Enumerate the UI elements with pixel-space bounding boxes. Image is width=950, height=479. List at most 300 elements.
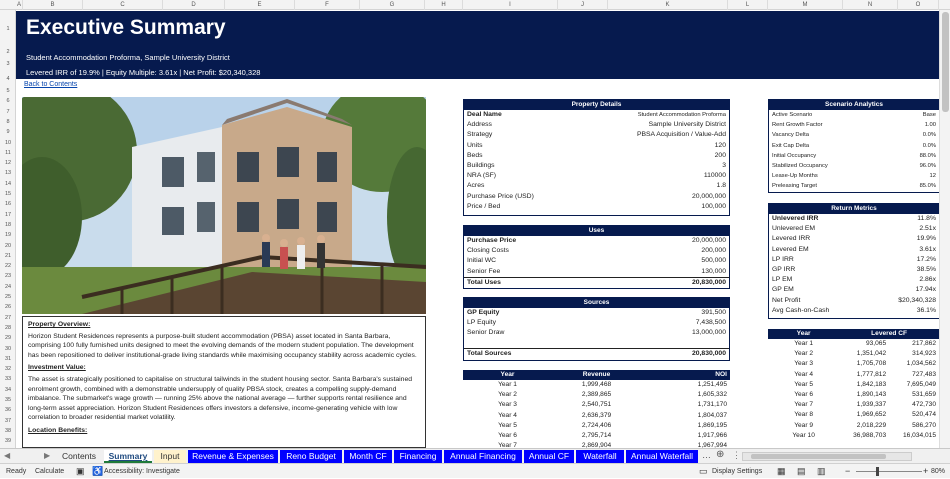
return-metric-value: 19.9% (916, 235, 936, 243)
investment-value-text: The asset is strategically positioned to capitalise on structural tailwinds in the student housing sector. Santa Barbara's sustained enrolment growth, combined with a demonstrable undersupply of quality PBSA stock, creates a compelling supply-demand imbalance. The submarket's wage growth — running 25% above the national average — further supports rental resilience and long-term asset appreciation. Horizon Student Residences offers investors a defensive, income-generating vehicle with low correlation to broader residential market volatility. (28, 375, 413, 422)
uses-label: Senior Fee (467, 267, 501, 275)
cashflow-row (463, 400, 730, 410)
tab-annual-waterfall[interactable]: Annual Waterfall (626, 450, 698, 463)
levered-cf-year: Year 1 (794, 340, 814, 347)
column-d-header[interactable]: D (163, 0, 225, 10)
property-detail-row (464, 161, 729, 171)
column-o-header[interactable]: O (898, 0, 939, 10)
cashflow-cell: 2,389,865 (581, 391, 612, 399)
row-header[interactable]: 19 (4, 232, 12, 239)
description-textbox[interactable] (22, 316, 426, 448)
property-detail-value: 1.8 (716, 182, 726, 190)
levered-cf-year: Year 5 (794, 380, 814, 388)
total-uses-label: Total Uses (467, 278, 501, 286)
tab-annual-cf[interactable]: Annual CF (524, 450, 574, 463)
scenario-value: Base (922, 112, 936, 118)
row-header[interactable]: 18 (4, 221, 12, 228)
return-metric-label: LP IRR (772, 255, 794, 263)
row-header[interactable]: 25 (4, 294, 12, 300)
levered-cf-year: Year 3 (794, 360, 814, 368)
investment-value-heading: Investment Value: (28, 364, 86, 372)
page-break-icon[interactable]: ▥ (817, 466, 826, 476)
sources-header: Sources (464, 298, 729, 308)
add-sheet-icon[interactable]: ⊕ (716, 449, 725, 460)
student-residence-image (22, 97, 426, 314)
return-metric-row (769, 285, 939, 295)
tab-summary[interactable]: Summary (104, 450, 152, 463)
zoom-slider[interactable] (856, 471, 922, 472)
cashflow-cell: 2,636,379 (581, 411, 612, 419)
property-detail-label: Buildings (467, 161, 495, 169)
cashflow-row (463, 421, 730, 431)
property-detail-label: Address (467, 121, 492, 129)
scroll-thumb[interactable] (942, 12, 949, 112)
scenario-value: 0.0% (922, 132, 936, 139)
return-metric-label: LP EM (772, 276, 793, 284)
uses-label: Initial WC (467, 257, 497, 265)
return-metric-value: 11.8% (917, 215, 936, 222)
levered-cf-values (839, 421, 939, 431)
return-metrics-table (768, 203, 939, 319)
column-a-header[interactable]: A (16, 2, 21, 8)
row-header[interactable]: 6 (6, 98, 10, 105)
sources-label: GP Equity (467, 309, 500, 316)
horizontal-scrollbar[interactable] (742, 452, 912, 461)
status-accessibility[interactable]: Accessibility: Investigate (104, 468, 180, 475)
sources-row (464, 308, 729, 318)
levered-cf-year: Year 2 (794, 350, 814, 358)
cashflow-row (463, 441, 730, 448)
column-i-header[interactable]: I (463, 0, 558, 10)
row-header[interactable]: 4 (6, 76, 10, 82)
levered-cf-year: Year 10 (792, 431, 815, 439)
row-header[interactable]: 15 (4, 191, 12, 197)
property-detail-row (464, 171, 729, 181)
return-metric-value: 2.51x (919, 225, 936, 233)
levered-cf-row (768, 359, 939, 369)
levered-cf-cell: 520,474 (912, 411, 936, 419)
levered-header-cf: Levered CF (871, 330, 908, 337)
scenario-label: Initial Occupancy (772, 152, 817, 159)
headline-metrics: Levered IRR of 19.9% | Equity Multiple: 3.61x | Net Profit: $20,340,328 (26, 68, 261, 77)
row-header[interactable]: 23 (4, 273, 12, 280)
row-header[interactable]: 33 (4, 376, 12, 383)
scenario-value: 12 (929, 173, 936, 180)
return-metric-value: 17.2% (916, 255, 936, 263)
subtitle-band (16, 49, 939, 65)
normal-view-icon[interactable]: ▦ (777, 466, 786, 476)
levered-cf-cell: 472,730 (912, 401, 936, 409)
page-layout-icon[interactable]: ▤ (797, 466, 806, 476)
sources-value: 7,438,500 (695, 319, 726, 327)
cashflow-header-row (463, 370, 730, 380)
levered-cf-row (768, 431, 939, 441)
levered-cf-year: Year 7 (794, 401, 814, 409)
row-header[interactable]: 28 (4, 324, 12, 331)
row-header[interactable]: 9 (6, 129, 10, 136)
levered-cf-cell: 1,777,812 (856, 370, 887, 378)
levered-cf-values (839, 390, 939, 400)
total-sources-label: Total Sources (467, 349, 512, 357)
return-metric-value: 17.94x (915, 286, 936, 294)
row-header[interactable]: 38 (4, 427, 12, 434)
scenario-row (769, 120, 939, 130)
tab-contents[interactable]: Contents (61, 451, 97, 461)
property-overview-text: Horizon Student Residences represents a purpose-built student accommodation (PBSA) asset located in Santa Barbara, comprising 100 fully furnished units designed to meet the evolving demands of the modern student population. The development has been repositioned to deliver institutional-grade living standards while maximising occupancy stability across academic cycles. (28, 332, 417, 359)
levered-cf-row (768, 339, 939, 349)
row-header[interactable]: 31 (4, 355, 12, 362)
property-detail-value: Sample University District (648, 121, 726, 129)
return-metric-value: 3.61x (919, 245, 936, 253)
sheet-tab-bar (0, 448, 950, 463)
levered-cf-row (768, 349, 939, 359)
scenario-value: 85.0% (919, 183, 936, 190)
cashflow-cell: 2,724,406 (581, 421, 612, 429)
row-header[interactable]: 26 (4, 304, 12, 311)
row-header-bar (0, 10, 16, 448)
total-uses-row (464, 277, 729, 287)
uses-row (464, 256, 729, 266)
row-header[interactable]: 22 (4, 263, 12, 270)
row-header[interactable]: 14 (4, 180, 12, 187)
scenario-value: 88.0% (919, 152, 936, 159)
levered-cf-values (839, 349, 939, 359)
row-header[interactable]: 27 (4, 314, 12, 321)
back-to-contents-link[interactable]: Back to Contents (24, 81, 78, 88)
tab-input[interactable]: Input (154, 450, 186, 463)
uses-label: Closing Costs (467, 247, 509, 255)
return-metric-label: Unlevered IRR (772, 215, 819, 222)
scenario-row (769, 161, 939, 171)
cashflow-row (463, 431, 730, 441)
tab-reno-budget[interactable]: Reno Budget (280, 450, 342, 463)
cashflow-cell: 2,795,714 (581, 431, 612, 439)
property-detail-value: 120 (714, 141, 726, 149)
scenario-row (769, 110, 939, 120)
return-metric-value: $20,340,328 (898, 296, 936, 304)
return-metric-label: Avg Cash-on-Cash (772, 306, 830, 314)
return-metric-label: Net Profit (772, 296, 801, 304)
property-photo (22, 97, 426, 314)
property-detail-row (464, 151, 729, 161)
property-detail-value: 3 (722, 161, 726, 169)
tab-waterfall[interactable]: Waterfall (576, 450, 624, 463)
uses-value: 130,000 (701, 267, 726, 275)
levered-cf-cell: 2,018,229 (856, 421, 887, 429)
row-header[interactable]: 37 (4, 417, 12, 424)
levered-cf-cell: 1,351,042 (856, 350, 887, 358)
scenario-value: 1.00 (924, 122, 936, 129)
column-header-bar (0, 0, 950, 10)
return-metric-label: GP IRR (772, 265, 796, 273)
return-metric-label: Levered EM (772, 245, 809, 253)
cashflow-cell: Year 4 (498, 411, 517, 419)
levered-cf-cell: 1,969,652 (856, 411, 887, 419)
levered-header-row (768, 329, 939, 339)
sources-row (464, 318, 729, 328)
row-header[interactable]: 32 (4, 366, 12, 373)
return-metric-row (769, 224, 939, 234)
column-k-header[interactable]: K (608, 0, 728, 10)
property-detail-row (464, 120, 729, 130)
status-bar (0, 463, 950, 478)
cashflow-header-year: Year (500, 371, 515, 378)
levered-cf-cell: 586,270 (912, 421, 936, 429)
total-uses-value: 20,830,000 (691, 278, 726, 286)
return-metric-row (769, 214, 939, 224)
property-detail-label: Strategy (467, 131, 493, 139)
cashflow-cell: Year 1 (498, 381, 517, 388)
row-header[interactable]: 11 (5, 149, 11, 156)
cashflow-cell: Year 3 (498, 401, 517, 409)
metrics-band (16, 65, 939, 79)
sources-row (464, 328, 729, 338)
cashflow-cell: Year 6 (498, 431, 517, 439)
cashflow-table (463, 370, 730, 448)
row-header[interactable]: 7 (6, 108, 10, 115)
property-detail-row (464, 202, 729, 212)
row-header[interactable]: 17 (4, 211, 12, 218)
column-g-header[interactable]: G (360, 0, 425, 10)
property-detail-value: Student Accommodation Proforma (637, 112, 726, 118)
row-header[interactable]: 13 (4, 170, 12, 177)
property-detail-row (464, 141, 729, 151)
cashflow-cell: 1,804,037 (697, 411, 727, 419)
column-f-header[interactable]: F (295, 0, 360, 10)
uses-label: Purchase Price (467, 237, 517, 244)
cashflow-row (463, 390, 730, 400)
row-header[interactable]: 2 (6, 49, 10, 55)
column-c-header[interactable]: C (83, 0, 163, 10)
scenario-row (769, 141, 939, 151)
property-detail-value: 20,000,000 (691, 192, 726, 200)
cashflow-cell: 2,540,751 (581, 401, 612, 409)
property-detail-label: Acres (467, 182, 485, 190)
levered-cf-table (768, 329, 939, 443)
cashflow-cell: 1,869,195 (697, 421, 727, 429)
property-detail-label: NRA (SF) (467, 172, 497, 180)
levered-cf-row (768, 380, 939, 390)
row-header[interactable]: 29 (4, 335, 12, 342)
levered-cf-row (768, 410, 939, 420)
property-detail-value: 200 (714, 151, 726, 159)
tab-annual-financing[interactable]: Annual Financing (444, 450, 522, 463)
zoom-slider-thumb[interactable] (876, 467, 879, 476)
column-n-header[interactable]: N (843, 0, 898, 10)
location-benefits-heading: Location Benefits: (28, 426, 88, 434)
row-header[interactable]: 21 (4, 252, 12, 259)
uses-value: 20,000,000 (691, 237, 726, 244)
sources-label: LP Equity (467, 319, 496, 327)
status-display-settings[interactable]: Display Settings (712, 468, 763, 475)
row-header[interactable]: 1 (6, 26, 10, 32)
levered-cf-values (839, 400, 939, 410)
levered-cf-cell: 1,890,143 (856, 390, 887, 398)
property-detail-row (464, 192, 729, 202)
status-calculate[interactable]: Calculate (35, 468, 65, 475)
levered-cf-cell: 1,939,337 (856, 401, 887, 409)
scenario-label: Stabilized Occupancy (772, 162, 828, 169)
levered-cf-cell: 93,065 (865, 340, 887, 347)
property-details-table (463, 99, 730, 216)
cashflow-cell: 1,917,966 (697, 431, 727, 439)
cashflow-cell: 1,251,495 (697, 381, 727, 388)
horizontal-scroll-thumb[interactable] (751, 454, 886, 459)
property-detail-value: 110000 (703, 172, 726, 180)
scenario-label: Active Scenario (772, 112, 813, 118)
scenario-row (769, 151, 939, 161)
scenario-row (769, 181, 939, 191)
levered-cf-values (839, 359, 939, 369)
uses-header: Uses (464, 226, 729, 236)
property-detail-label: Price / Bed (467, 202, 501, 210)
vertical-scrollbar[interactable] (939, 10, 950, 448)
zoom-out-icon[interactable]: − (845, 466, 851, 476)
return-metric-row (769, 306, 939, 316)
row-header[interactable]: 16 (4, 201, 12, 208)
return-metric-row (769, 265, 939, 275)
levered-cf-year: Year 9 (794, 421, 814, 429)
row-header[interactable]: 30 (4, 345, 12, 352)
property-detail-label: Purchase Price (USD) (467, 192, 534, 200)
column-j-header[interactable]: J (558, 0, 608, 10)
row-header[interactable]: 35 (4, 397, 12, 403)
scenario-analytics-header: Scenario Analytics (769, 100, 939, 110)
levered-cf-cell: 314,923 (912, 350, 936, 358)
row-header[interactable]: 36 (4, 407, 12, 414)
levered-cf-cell: 36,988,703 (853, 431, 887, 439)
property-detail-label: Beds (467, 151, 483, 159)
uses-row (464, 246, 729, 256)
tab-revenue-expenses[interactable]: Revenue & Expenses (188, 450, 278, 463)
scenario-label: Rent Growth Factor (772, 122, 823, 129)
row-header[interactable]: 20 (4, 242, 12, 249)
property-detail-value: PBSA Acquisition / Value-Add (636, 131, 726, 139)
more-tabs-icon[interactable]: … (702, 450, 711, 460)
display-settings-icon[interactable]: ▭ (699, 466, 708, 476)
cashflow-cell: 1,999,468 (581, 381, 612, 388)
property-details-header: Property Details (464, 100, 729, 110)
uses-value: 500,000 (701, 257, 726, 265)
levered-cf-cell: 7,695,049 (906, 380, 936, 388)
column-m-header[interactable]: M (768, 0, 843, 10)
row-header[interactable]: 10 (4, 139, 12, 146)
return-metric-label: Levered IRR (772, 235, 811, 243)
zoom-in-icon[interactable]: + (923, 466, 929, 476)
levered-cf-values (839, 380, 939, 390)
return-metric-row (769, 234, 939, 244)
return-metric-label: GP EM (772, 286, 794, 294)
row-header[interactable]: 24 (4, 283, 12, 290)
return-metric-row (769, 275, 939, 285)
uses-row (464, 236, 729, 246)
tab-split-icon[interactable]: ⋮ (732, 450, 741, 460)
property-detail-label: Deal Name (467, 111, 502, 118)
tab-month-cf[interactable]: Month CF (344, 450, 392, 463)
levered-header-year: Year (796, 330, 811, 337)
levered-cf-row (768, 421, 939, 431)
property-detail-value: 100,000 (701, 202, 726, 210)
levered-cf-cell: 1,705,708 (856, 360, 887, 368)
property-overview-heading: Property Overview: (28, 321, 91, 328)
row-header[interactable]: 3 (6, 61, 10, 67)
uses-row (464, 267, 729, 277)
scenario-value: 0.0% (922, 142, 936, 149)
cashflow-header-noi: NOI (715, 371, 727, 378)
macro-record-icon[interactable]: ▣ (76, 466, 85, 476)
cashflow-cell: Year 7 (498, 442, 517, 448)
page-subtitle: Student Accommodation Proforma, Sample University District (26, 53, 230, 62)
sources-value: 391,500 (701, 309, 726, 316)
accessibility-icon[interactable]: ♿ (92, 466, 104, 476)
levered-cf-values (839, 339, 939, 349)
cashflow-cell: 1,605,332 (697, 391, 727, 399)
return-metric-row (769, 245, 939, 255)
column-h-header[interactable]: H (425, 0, 463, 10)
cashflow-cell: 1,967,994 (697, 442, 727, 448)
scenario-value: 96.0% (919, 162, 936, 169)
return-metric-value: 36.1% (916, 306, 936, 314)
cashflow-cell: 2,869,904 (581, 442, 612, 448)
scenario-row (769, 171, 939, 181)
levered-cf-year: Year 6 (794, 390, 814, 398)
scenario-label: Vacancy Delta (772, 132, 809, 139)
row-header[interactable]: 34 (4, 386, 12, 393)
tab-financing[interactable]: Financing (394, 450, 442, 463)
total-sources-value: 20,830,000 (691, 349, 726, 357)
scenario-label: Exit Cap Delta (772, 142, 810, 149)
title-band (16, 11, 939, 49)
cashflow-cell: 1,731,170 (697, 401, 727, 409)
cashflow-row (463, 411, 730, 421)
uses-table (463, 225, 730, 289)
scenario-label: Preleasing Target (772, 183, 818, 190)
levered-cf-cell: 727,483 (912, 370, 936, 378)
column-b-header[interactable]: B (23, 0, 83, 10)
levered-cf-row (768, 400, 939, 410)
column-e-header[interactable]: E (225, 0, 295, 10)
cashflow-header-revenue: Revenue (582, 371, 611, 378)
return-metric-row (769, 296, 939, 306)
column-l-header[interactable]: L (728, 0, 768, 10)
levered-cf-year: Year 8 (794, 411, 814, 419)
levered-cf-cell: 217,862 (912, 340, 936, 347)
levered-cf-row (768, 390, 939, 400)
row-header[interactable]: 39 (4, 438, 12, 445)
levered-cf-values (839, 370, 939, 380)
tab-scroll-right-icon[interactable]: ▶ (44, 451, 51, 460)
levered-cf-cell: 1,034,562 (906, 360, 936, 368)
return-metrics-header: Return Metrics (769, 204, 939, 214)
property-detail-label: Units (467, 141, 483, 149)
tab-scroll-left-icon[interactable]: ◀ (4, 451, 11, 460)
sources-table (463, 297, 730, 361)
scenario-row (769, 130, 939, 140)
status-ready: Ready (6, 468, 27, 475)
zoom-level[interactable]: 80% (931, 468, 946, 475)
row-header[interactable]: 5 (6, 88, 10, 94)
levered-cf-cell: 16,034,015 (902, 431, 936, 439)
property-detail-row (464, 181, 729, 191)
property-detail-row (464, 130, 729, 140)
sources-label: Senior Draw (467, 329, 505, 337)
levered-cf-year: Year 4 (794, 370, 814, 378)
row-header[interactable]: 12 (4, 160, 12, 167)
total-sources-row (464, 348, 729, 358)
levered-cf-cell: 531,659 (912, 390, 936, 398)
row-header[interactable]: 8 (6, 118, 10, 125)
cashflow-row (463, 380, 730, 390)
